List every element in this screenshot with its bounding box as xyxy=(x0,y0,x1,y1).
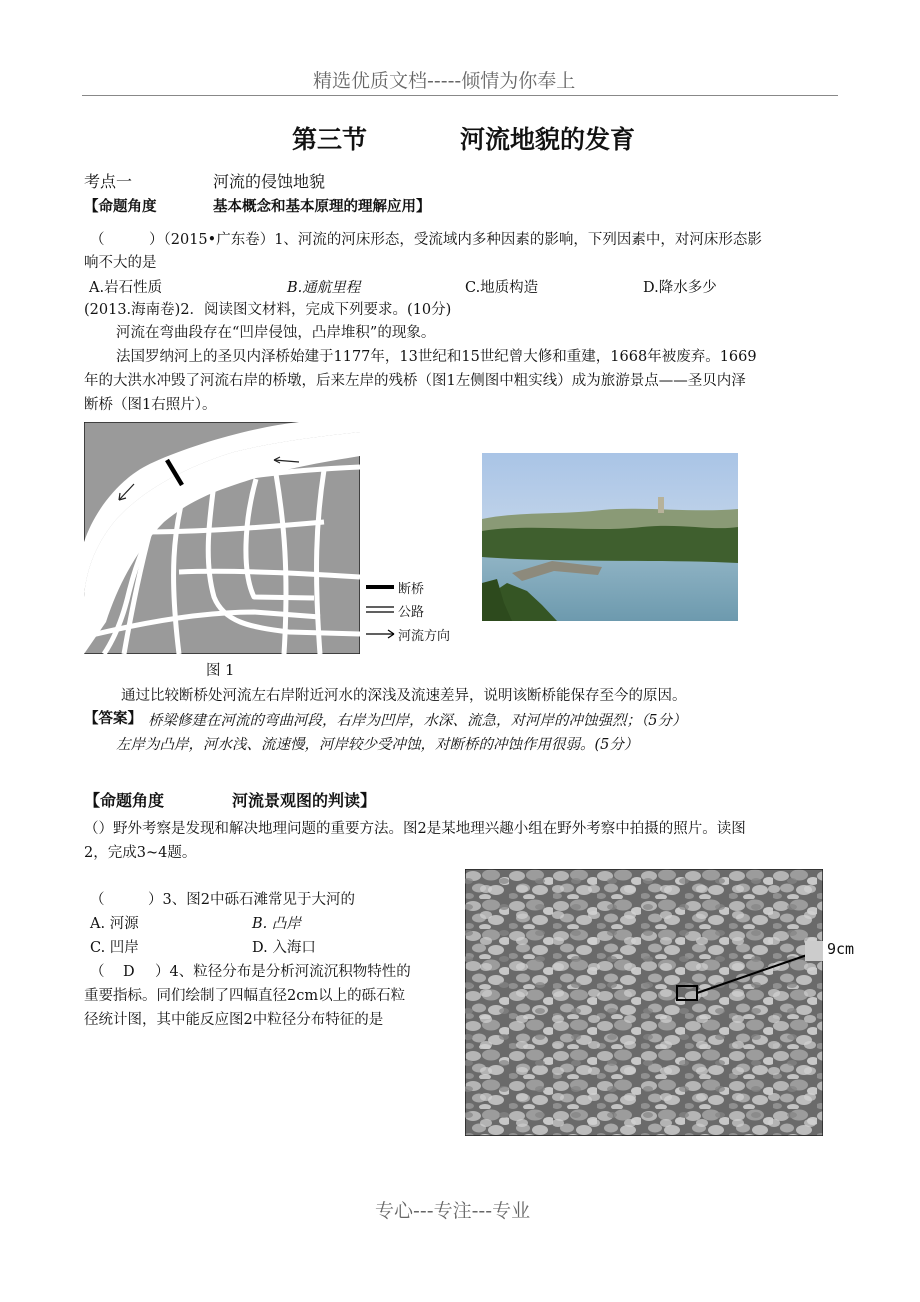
q2-material-3: 年的大洪水冲毁了河流右岸的桥墩，后来左岸的残桥（图1左侧图中粗实线）成为旅游景点——圣贝内泽 xyxy=(84,373,746,389)
angle2-label: 【命题角度 xyxy=(84,791,165,810)
q2-stem: (2013.海南卷)2．阅读图文材料，完成下列要求。(10分) xyxy=(84,302,452,318)
q3-option-a: A. 河源 xyxy=(90,916,139,932)
answer-label: 【答案】 xyxy=(84,710,142,727)
figure2-scale-label: 9cm xyxy=(827,940,855,958)
q1-option-c: C.地质构造 xyxy=(465,280,539,296)
legend-road: 公路 xyxy=(398,605,425,620)
q3-option-d: D. 入海口 xyxy=(252,940,316,956)
figure1-map xyxy=(84,422,360,654)
legend-river-direction: 河流方向 xyxy=(398,629,451,644)
q1-option-d: D.降水多少 xyxy=(643,280,717,296)
answer-line-1: 桥梁修建在河流的弯曲河段，右岸为凹岸，水深、流急，对河岸的冲蚀强烈；（5分） xyxy=(148,713,687,729)
q1-option-b: B.通航里程 xyxy=(287,280,361,296)
page-footer: 专心---专注---专业 xyxy=(375,1200,531,1222)
intro-line-2: 2，完成3~4题。 xyxy=(84,845,197,861)
q3-stem: （ ）3、图2中砾石滩常见于大河的 xyxy=(90,892,355,908)
q2-material-1: 河流在弯曲段存在“凹岸侵蚀，凸岸堆积”的现象。 xyxy=(116,325,436,341)
angle-text: 基本概念和基本原理的理解应用】 xyxy=(213,198,431,215)
q2-question: 通过比较断桥处河流左右岸附近河水的深浅及流速差异，说明该断桥能保存至今的原因。 xyxy=(121,688,687,704)
q1-option-a: A.岩石性质 xyxy=(89,280,163,296)
figure1-photo xyxy=(482,453,738,621)
answer-line-2: 左岸为凸岸，河水浅、流速慢，河岸较少受冲蚀，对断桥的冲蚀作用很弱。(5分） xyxy=(116,737,639,753)
figure1-caption: 图 1 xyxy=(206,663,235,679)
figure1-legend-symbols xyxy=(364,578,398,644)
angle-label: 【命题角度 xyxy=(84,198,157,215)
q4-paren: （ xyxy=(90,964,105,980)
point-title: 河流的侵蚀地貌 xyxy=(213,172,326,191)
q4-stem-3: 径统计图，其中能反应图2中粒径分布特征的是 xyxy=(84,1012,384,1028)
point-label: 考点一 xyxy=(84,172,133,191)
header-rule xyxy=(82,95,838,96)
q1-stem-cont: 响不大的是 xyxy=(84,255,157,271)
legend-broken-bridge: 断桥 xyxy=(398,582,425,597)
q1-paren: （ xyxy=(90,232,105,248)
q3-option-b: B. 凸岸 xyxy=(252,916,301,932)
q4-stem-1: ）4、粒径分布是分析河流沉积物特性的 xyxy=(155,964,411,980)
q1-stem: ）（2015•广东卷）1、河流的河床形态，受流域内多种因素的影响，下列因素中，对河床形态影 xyxy=(149,232,762,248)
angle2-text: 河流景观图的判读】 xyxy=(232,791,377,810)
figure2-gravel-photo xyxy=(465,869,823,1136)
page-title: 河流地貌的发育 xyxy=(460,125,636,154)
q4-answer: D xyxy=(123,964,135,980)
intro-line-1: （）野外考察是发现和解决地理问题的重要方法。图2是某地理兴趣小组在野外考察中拍摄的照片。读图 xyxy=(84,821,746,837)
q3-option-c: C. 凹岸 xyxy=(90,940,139,956)
section-number: 第三节 xyxy=(292,125,368,154)
q4-stem-2: 重要指标。同们绘制了四幅直径2cm以上的砾石粒 xyxy=(84,988,406,1004)
q2-material-2: 法国罗纳河上的圣贝内泽桥始建于1177年，13世纪和15世纪曾大修和重建，1668年被废弃。1669 xyxy=(116,349,757,365)
q2-material-4: 断桥（图1右照片）。 xyxy=(84,397,217,413)
page-header: 精选优质文档-----倾情为你奉上 xyxy=(313,70,576,92)
